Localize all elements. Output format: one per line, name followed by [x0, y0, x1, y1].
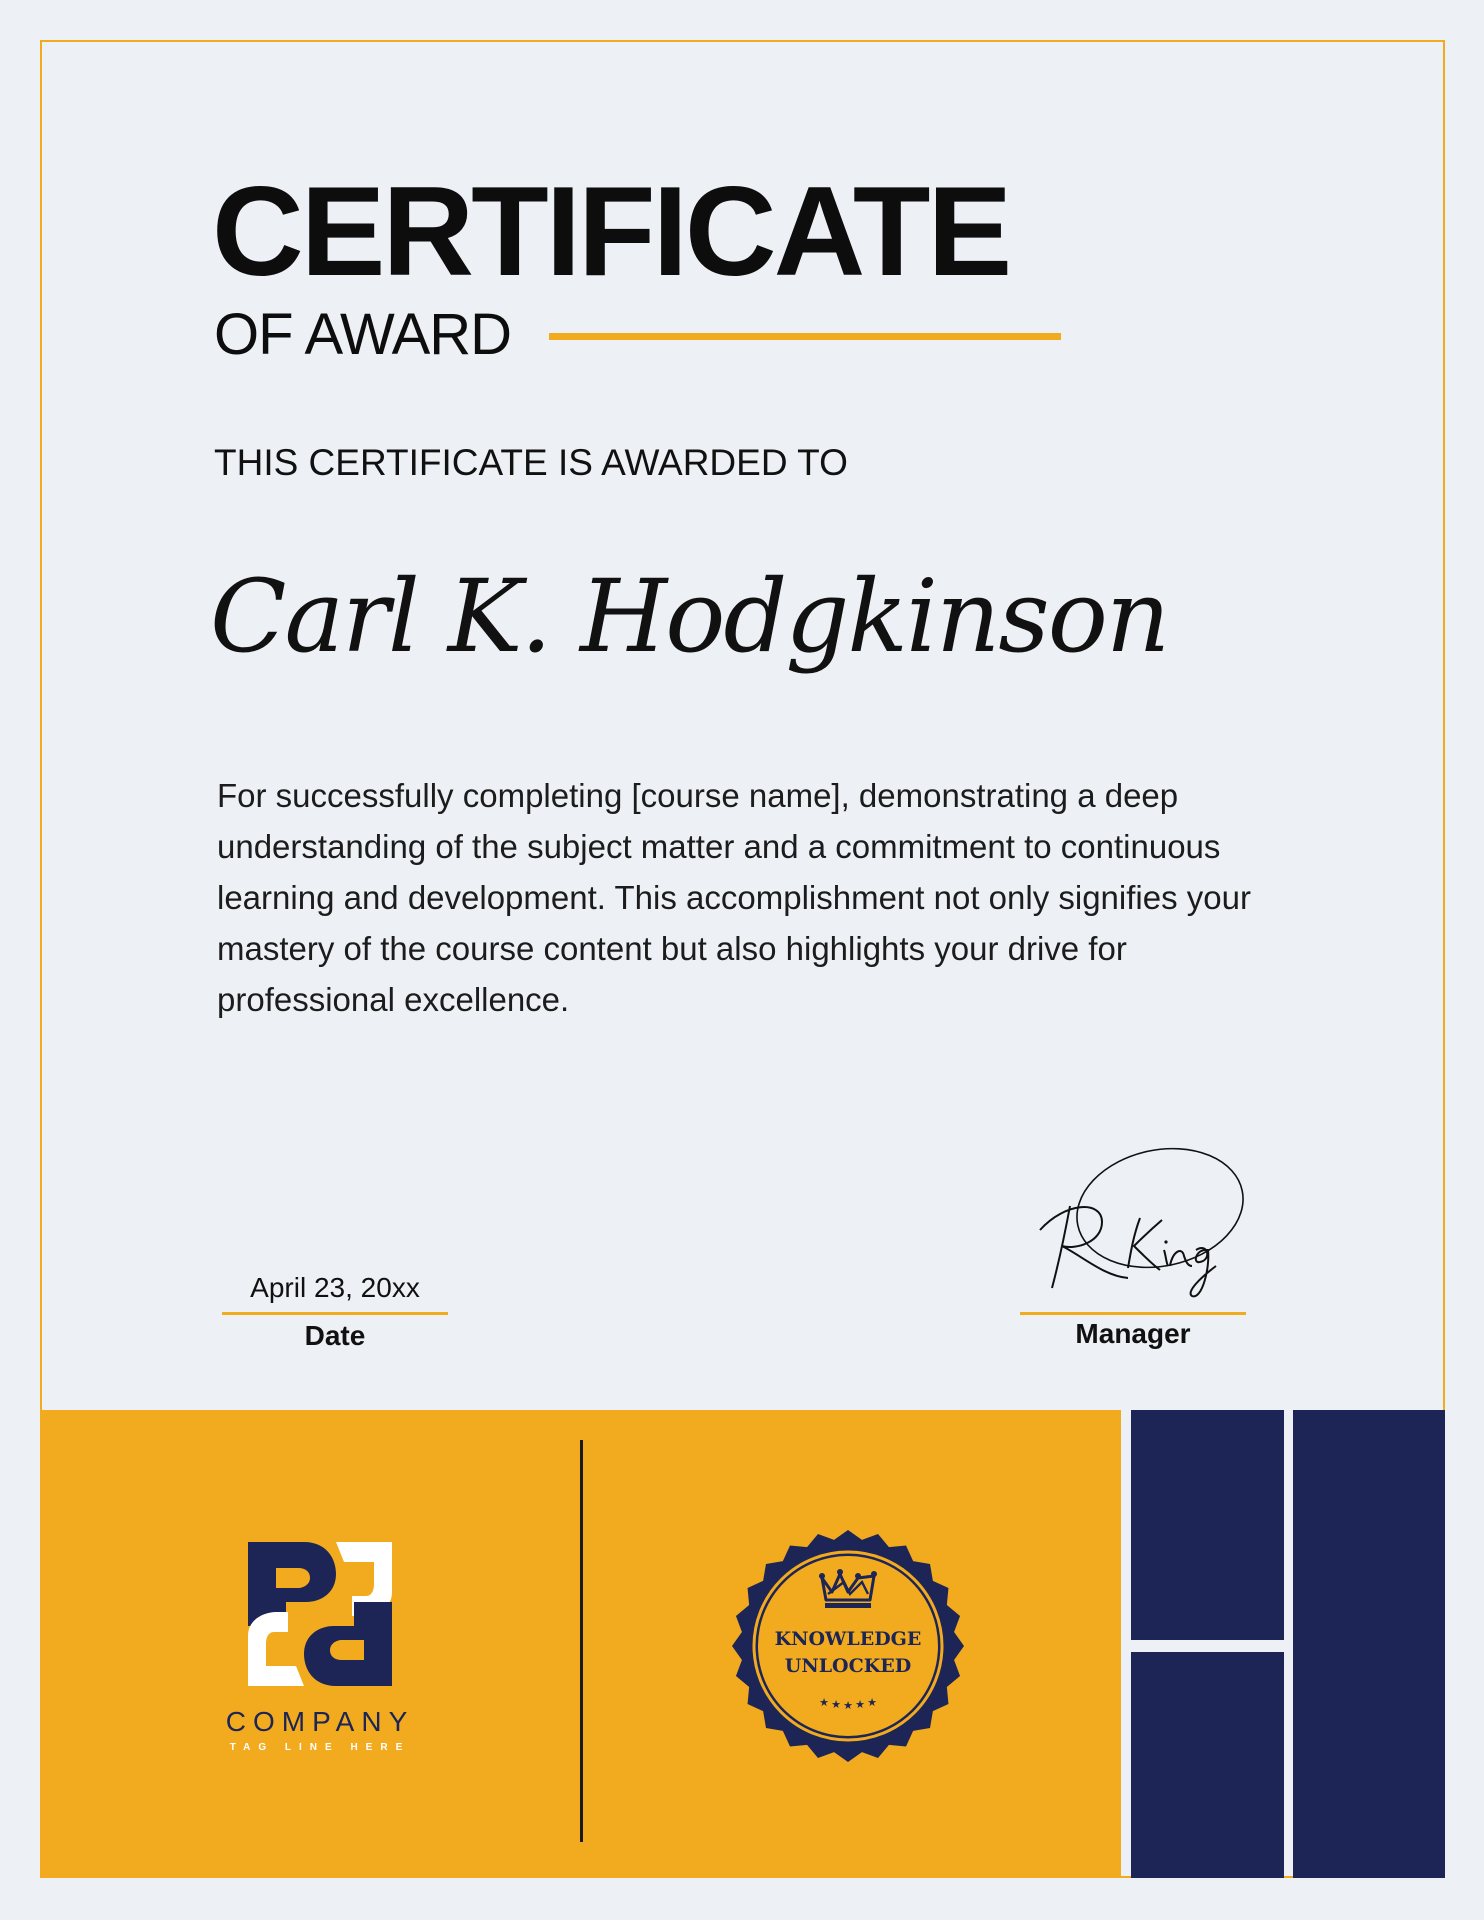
svg-text:★: ★: [819, 1696, 829, 1709]
company-tagline: TAG LINE HERE: [229, 1742, 411, 1753]
certificate-subtitle: OF AWARD: [214, 302, 512, 367]
date-label: Date: [304, 1320, 366, 1351]
recipient-name: Carl K. Hodgkinson: [210, 558, 1169, 675]
svg-text:★: ★: [843, 1699, 853, 1712]
seal-line-2: UNLOCKED: [784, 1655, 912, 1677]
svg-text:★: ★: [867, 1696, 877, 1709]
svg-text:★: ★: [831, 1698, 841, 1711]
navy-block-right: [1293, 1410, 1445, 1878]
awarded-to-label: THIS CERTIFICATE IS AWARDED TO: [214, 442, 848, 483]
title-underline: [549, 333, 1061, 340]
manager-signature: [1010, 1138, 1250, 1308]
seal-line-1: KNOWLEDGE: [774, 1628, 922, 1650]
navy-block-bottom-left: [1131, 1652, 1284, 1878]
date-underline: [222, 1312, 448, 1315]
navy-block-top-left: [1131, 1410, 1284, 1640]
footer-divider: [580, 1440, 583, 1842]
svg-text:★: ★: [855, 1698, 865, 1711]
award-description: For successfully completing [course name], demonstrating a deep understanding of the subject matter and a commitment to continuous learning and development. This accomplishment not only signifies your mastery of the course content but also highlights your drive for professional excellence.: [217, 777, 1251, 1018]
company-name: COMPANY: [225, 1706, 415, 1737]
certificate-title: CERTIFICATE: [212, 160, 1010, 302]
company-logo-icon: [246, 1540, 394, 1688]
manager-label: Manager: [1075, 1318, 1191, 1349]
signature-underline: [1020, 1312, 1246, 1315]
award-date: April 23, 20xx: [250, 1272, 420, 1303]
